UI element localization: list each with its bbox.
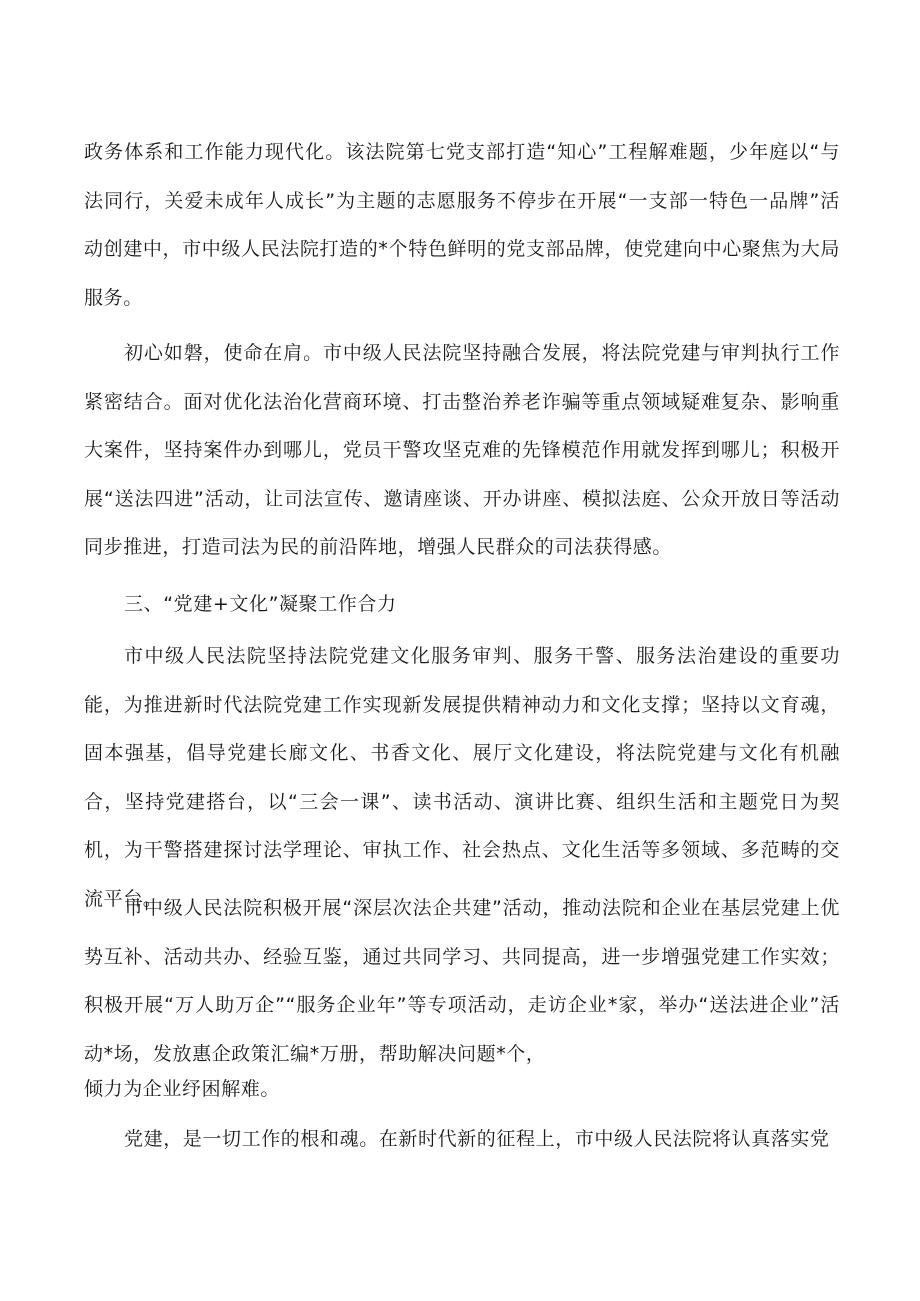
paragraph-1: 政务体系和工作能力现代化。该法院第七党支部打造“知心”工程解难题，少年庭以“与法同行，关爱未成年人成长”为主题的志愿服务不停步在开展“一支部一特色一品牌”活动创建中，市中级人民法院打造的*个特色鲜明的党支部品牌，使党建向中心聚焦为大局服务。 bbox=[84, 141, 840, 309]
section-heading-3: 三、“党建+文化”凝聚工作合力 bbox=[124, 593, 397, 615]
paragraph-5-main: 市中级人民法院积极开展“深层次法企共建”活动，推动法院和企业在基层党建上优势互补、活动共办、经验互鉴，通过共同学习、共同提高，进一步增强党建工作实效；积极开展“万人助万企”“服务企业年”等专项活动，走访企业*家，举办“送法进企业”活动*场，发放惠企政策汇编*万册，帮助解决问题*个， bbox=[84, 897, 840, 1065]
paragraph-5 bbox=[84, 884, 840, 1114]
paragraph-4: 市中级人民法院坚持法院党建文化服务审判、服务干警、服务法治建设的重要功能，为推进新时代法院党建工作实现新发展提供精神动力和文化支撑；坚持以文育魂，固本强基，倡导党建长廊文化、书香文化、展厅文化建设，将法院党建与文化有机融合，坚持党建搭台，以“三会一课”、读书活动、演讲比赛、组织生活和主题党日为契机，为干警搭建探讨法学理论、审执工作、社会热点、文化生活等多领域、多范畴的交流平台。 bbox=[84, 645, 840, 910]
paragraph-5-tail: 倾力为企业纾困解难。 bbox=[84, 1078, 281, 1100]
paragraph-2: 初心如磐，使命在肩。市中级人民法院坚持融合发展，将法院党建与审判执行工作紧密结合。面对优化法治化营商环境、打击整治养老诈骗等重点领域疑难复杂、影响重大案件，坚持案件办到哪儿，党员干警攻坚克难的先锋模范作用就发挥到哪儿；积极开展“送法四进”活动，让司法宣传、邀请座谈、开办讲座、模拟法庭、公众开放日等活动同步推进，打造司法为民的前沿阵地，增强人民群众的司法获得感。 bbox=[84, 342, 840, 558]
paragraph-6: 党建，是一切工作的根和魂。在新时代新的征程上，市中级人民法院将认真落实党 bbox=[124, 1128, 830, 1150]
